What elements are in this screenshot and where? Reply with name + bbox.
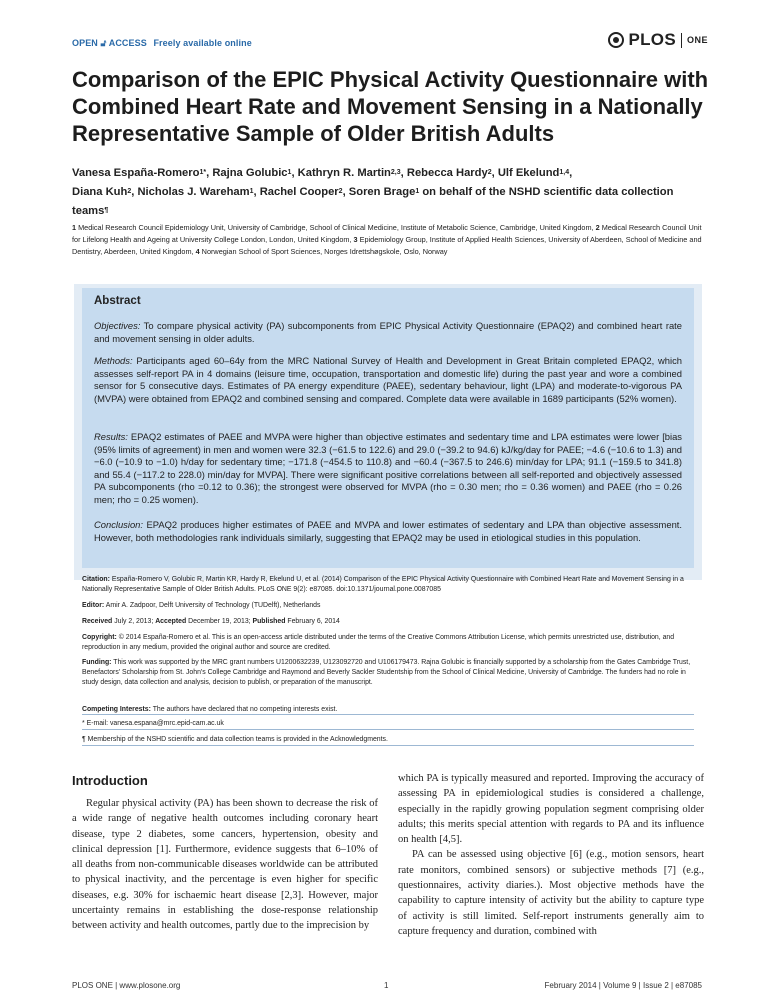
divider — [82, 729, 694, 730]
abstract-methods: Methods: Participants aged 60–64y from the MRC National Survey of Health and Development in Great Britain completed EPAQ2, which assesses self-report PA in 4 domains (leisure time, occupation, transportation and domestic life) during the past year and wore a combined sensor for 5 consecutive days. Estimates of PA energy expenditure (PAEE), sedentary behaviour, light (LPA) and moderate-to-vigorous PA (MVPA) were obtained from EPAQ2 and combined sensing and compared. Complete data were available in 1689 participants (52% women). — [94, 355, 682, 404]
citation: Citation: España-Romero V, Golubic R, Martin KR, Hardy R, Ekelund U, et al. (2014) Comparison of the EPIC Physical Activity Questionnaire with Combined Heart Rate and Movement Sensing in a Nationally Representative Sample of Older British Adults. PLoS ONE 9(2): e87085. doi:10.1371/journal.pone.0087085 — [82, 576, 684, 593]
dates: Received July 2, 2013; Accepted December 19, 2013; Published February 6, 2014 — [82, 618, 340, 625]
abstract-heading: Abstract — [94, 295, 141, 307]
funding: Funding: This work was supported by the MRC grant numbers U1200632239, U123092720 and U106179473. Rajna Golubic is financially supported by a scholarship from the Gates Cambridge Trust, Benefactors' Scholarship from St. John's College Cambridge and Raymond and Beverly Sackler Studentship from the School of Clinical Medicine, University of Cambridge. The funders had no role in study design, data collection and analysis, decision to publish, or preparation of the manuscript. — [82, 659, 691, 686]
editor: Editor: Amir A. Zadpoor, Delft University of Technology (TUDelft), Netherlands — [82, 602, 321, 609]
abstract-objectives: Objectives: To compare physical activity (PA) subcomponents from EPIC Physical Activity Questionnaire (EPAQ2) and combined heart rate and movement sensing in older adults. — [94, 320, 682, 344]
abstract-conclusion: Conclusion: EPAQ2 produces higher estimates of PAEE and MVPA and lower estimates of sedentary and LPA than objective assessment. However, both methodologies rank individuals similarly, suggesting that EPAQ2 may be used in etiological studies in this population. — [94, 519, 682, 543]
divider — [82, 745, 694, 746]
plos-logo-icon — [608, 32, 624, 48]
freely-available-label: Freely available online — [153, 38, 252, 48]
section-heading: Introduction — [72, 773, 148, 788]
article-title: Comparison of the EPIC Physical Activity Questionnaire with Combined Heart Rate and Movement Sensing in a Nationally Representative Sample of Older British Adults — [72, 67, 709, 146]
author: Nicholas J. Wareham$^1$ — [137, 186, 254, 198]
open-access-lock-icon: 🔓︎ — [100, 38, 107, 48]
affiliation: Medical Research Council Epidemiology Unit, University of Cambridge, School of Clinical Medicine, Institute of Metabolic Science, Cambridge, United Kingdom, — [78, 223, 594, 232]
logo-divider — [681, 33, 682, 48]
journal-logo — [608, 30, 708, 50]
author: Soren Brage$^1$ — [348, 186, 420, 198]
membership-note: ¶ Membership of the NSHD scientific and data collection teams is provided in the Acknowledgments. — [82, 736, 388, 743]
corresponding-email: * E-mail: vanesa.espana@mrc.epid-cam.ac.uk — [82, 720, 224, 727]
author: Diana Kuh$^2$ — [72, 186, 132, 198]
competing-interests: Competing Interests: The authors have declared that no competing interests exist. — [82, 706, 338, 713]
paragraph: Regular physical activity (PA) has been shown to decrease the risk of a wide range of negative health outcomes including coronary heart disease, type 2 diabetes, some cancers, hypertension, obesity and clinical depression [1]. Furthermore, evidence suggests that 6–10% of all deaths from non-communicable diseases worldwide can be attributed to physical inactivity, and the percentage is even higher for specific diseases, e.g. 30% for ischaemic heart disease [2,3]. However, major uncertainty remains in establishing the dose-response relationship between activity and health outcomes, partly due to the imprecision by — [72, 798, 378, 932]
journal-name: PLOS — [628, 30, 676, 49]
abstract-results: Results: EPAQ2 estimates of PAEE and MVPA were higher than objective estimates and sedentary time and LPA estimates were lower [bias (95% limits of agreement) in men and women were 32.3 (−61.5 to 122.6) and 29.0 (−39.2 to 94.6) kJ/kg/day for PAEE; −4.6 (−10.6 to 1.3) and −6.0 (−10.9 to −1.0) h/day for sedentary time; −171.8 (−454.5 to 110.8) and −60.4 (−367.5 to 246.6) min/day for LPA; 91.1 (−159.5 to 341.8) and 55.4 (−117.2 to 228.0) min/day for MVPA]. There were significant positive correlations between all self-reported and objectively assessed PA subcomponents (rho =0.12 to 0.36); the strongest were observed for MVPA (rho = 0.30 men; rho = 0.36 women) and PAEE (rho = 0.26 men; rho = 0.25 women). — [94, 431, 682, 505]
affiliation: Medical Research Council Unit for Lifelong Health and Ageing at University College London, London, United Kingdom, — [72, 223, 702, 245]
paragraph: which PA is typically measured and reported. Improving the accuracy of assessing PA in epidemiological studies is considered a challenge, especially in the rapidly growing population segment comprising older adults; this merits special attention with regards to PA and its influence on health [4,5]. — [398, 773, 704, 846]
paragraph: PA can be assessed using objective [6] (e.g., motion sensors, heart rate monitors, combined sensors) or subjective methods [7] (e.g., questionnaires, activity diaries.). Most objective methods have the capability to capture intensity of activity but the ability to capture type of activity is still limited. Self-report instruments generally aim to capture frequency and duration, combined with — [398, 849, 704, 937]
author: Rachel Cooper$^2$ — [259, 186, 343, 198]
footer-journal: PLOS ONE | www.plosone.org — [72, 981, 181, 990]
affiliations: 1 Medical Research Council Epidemiology Unit, University of Cambridge, School of Clinical Medicine, Institute of Metabolic Science, Cambridge, United Kingdom, 2 Medical Research Council Unit for Lifelong Health and Ageing at University College London, London, United Kingdom, 3 Epidemiology Group, Institute of Applied Health Sciences, University of Aberdeen, School of Medicine and Dentistry, Aberdeen, United Kingdom, 4 Norwegian School of Sport Sciences, Norges Idrettshøgskole, Oslo, Norway — [72, 223, 702, 257]
open-label: OPEN — [72, 38, 98, 48]
affiliation: Norwegian School of Sport Sciences, Norges Idrettshøgskole, Oslo, Norway — [201, 247, 448, 257]
journal-sub: ONE — [686, 35, 708, 45]
copyright: Copyright: © 2014 España-Romero et al. This is an open-access article distributed under the terms of the Creative Commons Attribution License, which permits unrestricted use, distribution, and reproduction in any medium, provided the original author and source are credited. — [82, 634, 675, 651]
access-label: ACCESS — [108, 38, 147, 48]
right-column — [398, 771, 704, 939]
affiliation: Epidemiology Group, Institute of Applied Health Sciences, University of Aberdeen, School of Medicine and Dentistry, Aberdeen, United Kingdom, — [72, 235, 702, 257]
author: Ulf Ekelund$^{1,4}$ — [497, 167, 570, 179]
page-number: 1 — [384, 981, 389, 990]
author: Rebecca Hardy$^2$ — [406, 167, 492, 179]
author: Vanesa España-Romero$^{1*}$ — [72, 167, 207, 179]
left-column — [72, 796, 378, 934]
author-group: on behalf of the NSHD scientific data collection teams¶ — [72, 186, 674, 217]
author-list: Vanesa España-Romero$^{1*}$, Rajna Golubic$^1$, Kathryn R. Martin$^{2,3}$, Rebecca Hardy$^2$, Ulf Ekelund$^{1,4}$, Diana Kuh$^2$, Nicholas J. Wareham$^1$, Rachel Cooper$^2$, Soren Brage$^1$ on behalf of the NSHD scientific data collection teams¶ — [72, 167, 674, 217]
author: Kathryn R. Martin$^{2,3}$ — [297, 167, 401, 179]
divider — [82, 714, 694, 715]
footer-issue: February 2014 | Volume 9 | Issue 2 | e87085 — [544, 981, 702, 990]
open-access-banner — [72, 38, 252, 49]
author: Rajna Golubic$^1$ — [212, 167, 292, 179]
